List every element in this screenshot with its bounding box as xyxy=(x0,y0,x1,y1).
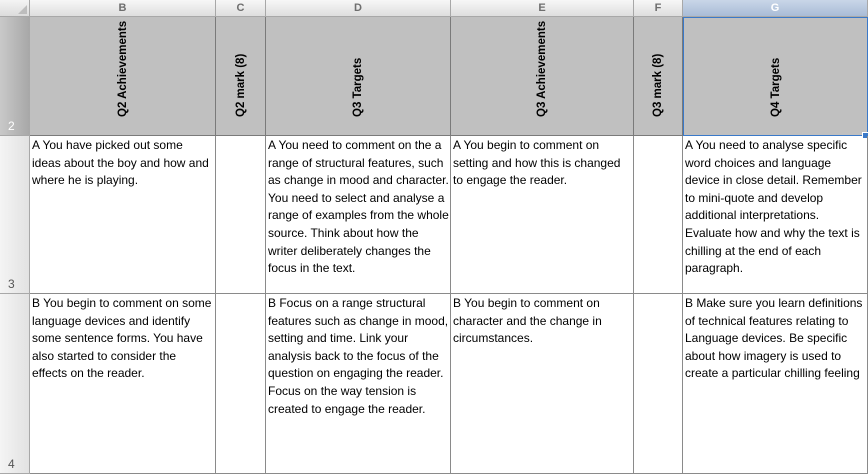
header-q3-targets: Q3 Targets xyxy=(352,57,364,117)
row-header-4[interactable] xyxy=(0,294,30,474)
cell-e4[interactable]: B You begin to comment on character and the change in circumstances. xyxy=(451,294,634,474)
row-header-3[interactable] xyxy=(0,136,30,294)
cell-f2[interactable] xyxy=(634,17,683,136)
cell-d4[interactable]: B Focus on a range structural features such as change in mood, setting and time. Link your analysis back to the focus of the question on engaging the reader. Focus on the way tension is created to engage the reader. xyxy=(266,294,451,474)
cell-f3[interactable] xyxy=(634,136,683,294)
cell-b2[interactable] xyxy=(30,17,216,136)
row-number: 2 xyxy=(8,119,15,133)
cell-e2[interactable] xyxy=(451,17,634,136)
header-q3-mark: Q3 mark (8) xyxy=(652,53,664,117)
cell-f4[interactable] xyxy=(634,294,683,474)
row-number: 4 xyxy=(8,457,15,471)
cell-g4[interactable]: B Make sure you learn definitions of technical features relating to Language devices. Be specific about how imagery is used to create a particular chilling feeling xyxy=(683,294,868,474)
column-header-c[interactable]: C xyxy=(216,0,266,17)
cell-b4[interactable]: B You begin to comment on some language devices and identify some sentence forms. You have also started to consider the effects on the reader. xyxy=(30,294,216,474)
header-q4-targets: Q4 Targets xyxy=(769,57,782,117)
cell-e3[interactable]: A You begin to comment on setting and how this is changed to engage the reader. xyxy=(451,136,634,294)
cell-g3[interactable]: A You need to analyse specific word choices and language device in close detail. Remember to mini-quote and develop additional interpretations. Evaluate how and why the text is chilling at the end of each paragraph. xyxy=(683,136,868,294)
header-q2-achievements: Q2 Achievements xyxy=(116,20,129,117)
column-header-g[interactable]: G xyxy=(683,0,868,17)
column-header-e[interactable]: E xyxy=(451,0,634,17)
row-number: 3 xyxy=(8,277,15,291)
cell-b3[interactable]: A You have picked out some ideas about the boy and how and where he is playing. xyxy=(30,136,216,294)
cell-c4[interactable] xyxy=(216,294,266,474)
column-header-d[interactable]: D xyxy=(266,0,451,17)
cell-c2[interactable] xyxy=(216,17,266,136)
header-q2-mark: Q2 mark (8) xyxy=(234,53,247,117)
cell-g2-selected[interactable] xyxy=(683,17,868,136)
row-header-2[interactable] xyxy=(0,17,30,136)
column-header-f[interactable]: F xyxy=(634,0,683,17)
select-all-triangle-icon xyxy=(18,5,27,14)
select-all-corner[interactable] xyxy=(0,0,30,17)
cell-d2[interactable] xyxy=(266,17,451,136)
column-header-b[interactable]: B xyxy=(30,0,216,17)
header-q3-achievements: Q3 Achievements xyxy=(536,20,548,117)
cell-d3[interactable]: A You need to comment on the a range of structural features, such as change in mood and character. You need to select and analyse a range of examples from the whole source. Think about how the writer deliberately changes the focus in the text. xyxy=(266,136,451,294)
cell-c3[interactable] xyxy=(216,136,266,294)
